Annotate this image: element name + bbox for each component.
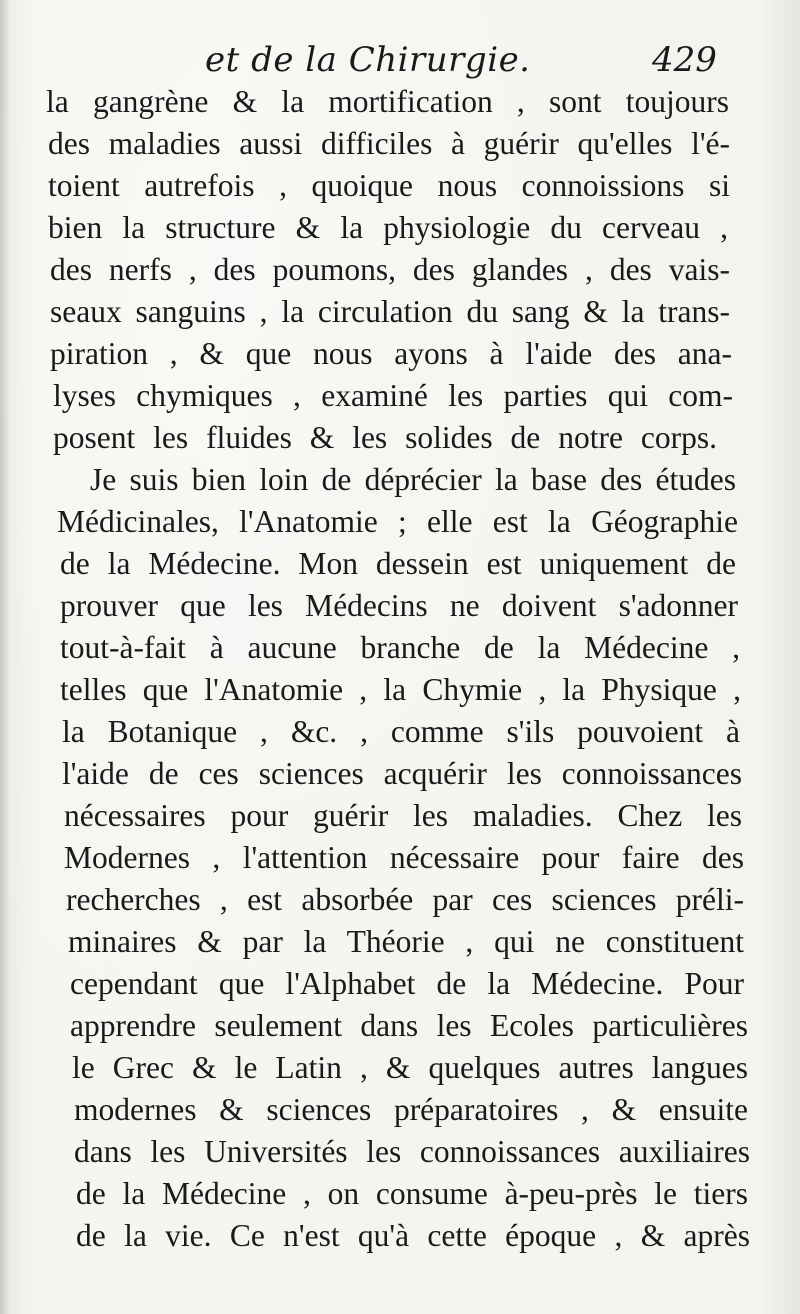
text-line: lyses chymiques , examiné les parties qui com- bbox=[53, 378, 733, 413]
text-line: prouver que les Médecins ne doivent s'adonner bbox=[60, 588, 738, 623]
running-head: et de la Chirurgie. bbox=[205, 40, 531, 80]
text-line: Je suis bien loin de déprécier la base des études bbox=[90, 462, 736, 497]
text-line: recherches , est absorbée par ces sciences préli- bbox=[66, 882, 744, 917]
text-line: seaux sanguins , la circulation du sang & la trans- bbox=[50, 294, 730, 329]
text-line: telles que l'Anatomie , la Chymie , la Physique , bbox=[60, 672, 741, 707]
text-line: piration , & que nous ayons à l'aide des ana- bbox=[50, 336, 732, 371]
text-line: la Botanique , &c. , comme s'ils pouvoient à bbox=[62, 714, 740, 749]
text-line: l'aide de ces sciences acquérir les connoissances bbox=[62, 756, 742, 791]
page-gutter-shadow bbox=[0, 0, 10, 1314]
text-line: le Grec & le Latin , & quelques autres langues bbox=[72, 1050, 748, 1085]
text-line: apprendre seulement dans les Ecoles particulières bbox=[70, 1008, 748, 1043]
text-line: modernes & sciences préparatoires , & ensuite bbox=[74, 1092, 748, 1127]
text-line: Médicinales, l'Anatomie ; elle est la Géographie bbox=[57, 504, 738, 539]
text-line: des nerfs , des poumons, des glandes , des vais- bbox=[50, 252, 730, 287]
page-number: 429 bbox=[652, 40, 717, 80]
text-line: de la Médecine , on consume à-peu-près le tiers bbox=[76, 1176, 748, 1211]
text-line: la gangrène & la mortification , sont toujours bbox=[46, 84, 729, 119]
text-line: posent les fluides & les solides de notre corps. bbox=[53, 420, 717, 455]
text-line: tout-à-fait à aucune branche de la Médecine , bbox=[60, 630, 740, 665]
text-line: bien la structure & la physiologie du cerveau , bbox=[48, 210, 728, 245]
text-line: des maladies aussi difficiles à guérir qu'elles l'é- bbox=[48, 126, 730, 161]
text-line: dans les Universités les connoissances auxiliaires bbox=[74, 1134, 750, 1169]
text-line: minaires & par la Théorie , qui ne constituent bbox=[68, 924, 744, 959]
text-line: nécessaires pour guérir les maladies. Chez les bbox=[64, 798, 742, 833]
text-line: de la vie. Ce n'est qu'à cette époque , & après bbox=[76, 1218, 750, 1253]
text-line: cependant que l'Alphabet de la Médecine. Pour bbox=[70, 966, 744, 1001]
text-line: toient autrefois , quoique nous connoissions si bbox=[48, 168, 730, 203]
text-line: de la Médecine. Mon dessein est uniquement de bbox=[60, 546, 736, 581]
text-line: Modernes , l'attention nécessaire pour faire des bbox=[64, 840, 744, 875]
